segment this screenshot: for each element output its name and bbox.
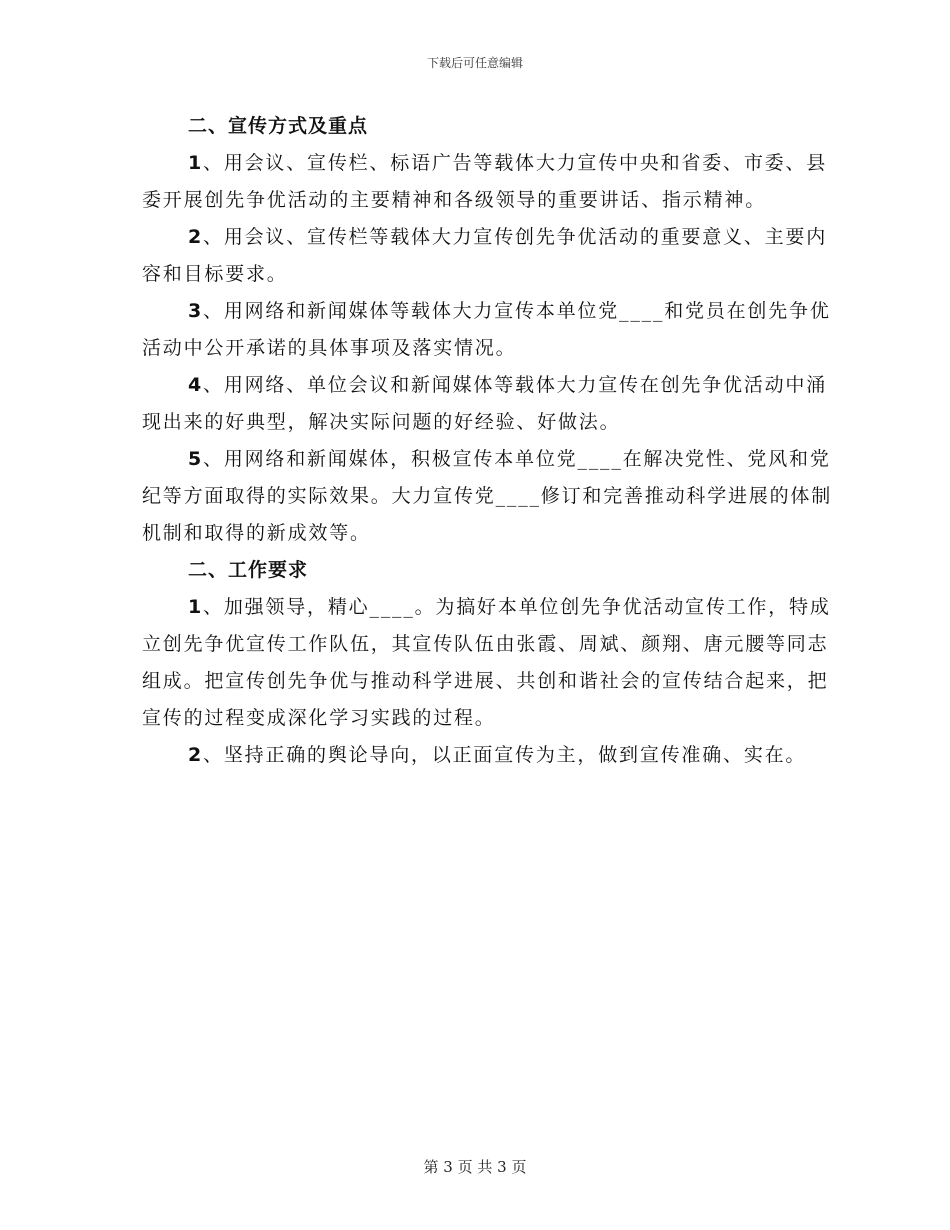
item-number: 5 — [188, 448, 204, 470]
item-number: 4 — [188, 374, 204, 396]
item-text: 、用会议、宣传栏等载体大力宣传创先争优活动的重要意义、主要内容和目标要求。 — [142, 226, 828, 285]
item-number: 1 — [188, 152, 204, 174]
list-item — [142, 441, 842, 552]
item-text: 、加强领导，精心____。为搞好本单位创先争优活动宣传工作，特成立创先争优宣传工作队伍，其宣传队伍由张霞、周斌、颜翔、唐元腰等同志组成。把宣传创先争优与推动科学进展、共创和谐社会的宣传结合起来，把宣传的过程变成深化学习实践的过程。 — [142, 596, 831, 729]
item-number: 3 — [188, 300, 204, 322]
item-text: 、用会议、宣传栏、标语广告等载体大力宣传中央和省委、市委、县委开展创先争优活动的主要精神和各级领导的重要讲话、指示精神。 — [142, 152, 828, 211]
page-number: 第 3 页 共 3 页 — [423, 1158, 527, 1176]
section-heading-methods: 二、宣传方式及重点 — [188, 115, 369, 137]
list-item — [142, 589, 842, 737]
item-text: 、用网络、单位会议和新闻媒体等载体大力宣传在创先争优活动中涌现出来的好典型，解决实际问题的好经验、好做法。 — [142, 374, 828, 433]
list-item — [142, 145, 842, 219]
item-number: 1 — [188, 596, 204, 618]
list-item — [142, 219, 842, 293]
item-number: 2 — [188, 744, 204, 766]
item-text: 、用网络和新闻媒体，积极宣传本单位党____在解决党性、党风和党纪等方面取得的实际效果。大力宣传党____修订和完善推动科学进展的体制机制和取得的新成效等。 — [142, 448, 833, 544]
list-item — [142, 737, 842, 774]
list-item — [142, 367, 842, 441]
header-note: 下载后可任意编辑 — [426, 56, 523, 70]
item-text: 、坚持正确的舆论导向，以正面宣传为主，做到宣传准确、实在。 — [203, 744, 807, 766]
item-number: 2 — [188, 226, 204, 248]
list-item — [142, 293, 842, 367]
section-heading-requirements: 二、工作要求 — [188, 559, 309, 581]
item-text: 、用网络和新闻媒体等载体大力宣传本单位党____和党员在创先争优活动中公开承诺的具体事项及落实情况。 — [142, 300, 831, 359]
document-body — [142, 108, 842, 774]
